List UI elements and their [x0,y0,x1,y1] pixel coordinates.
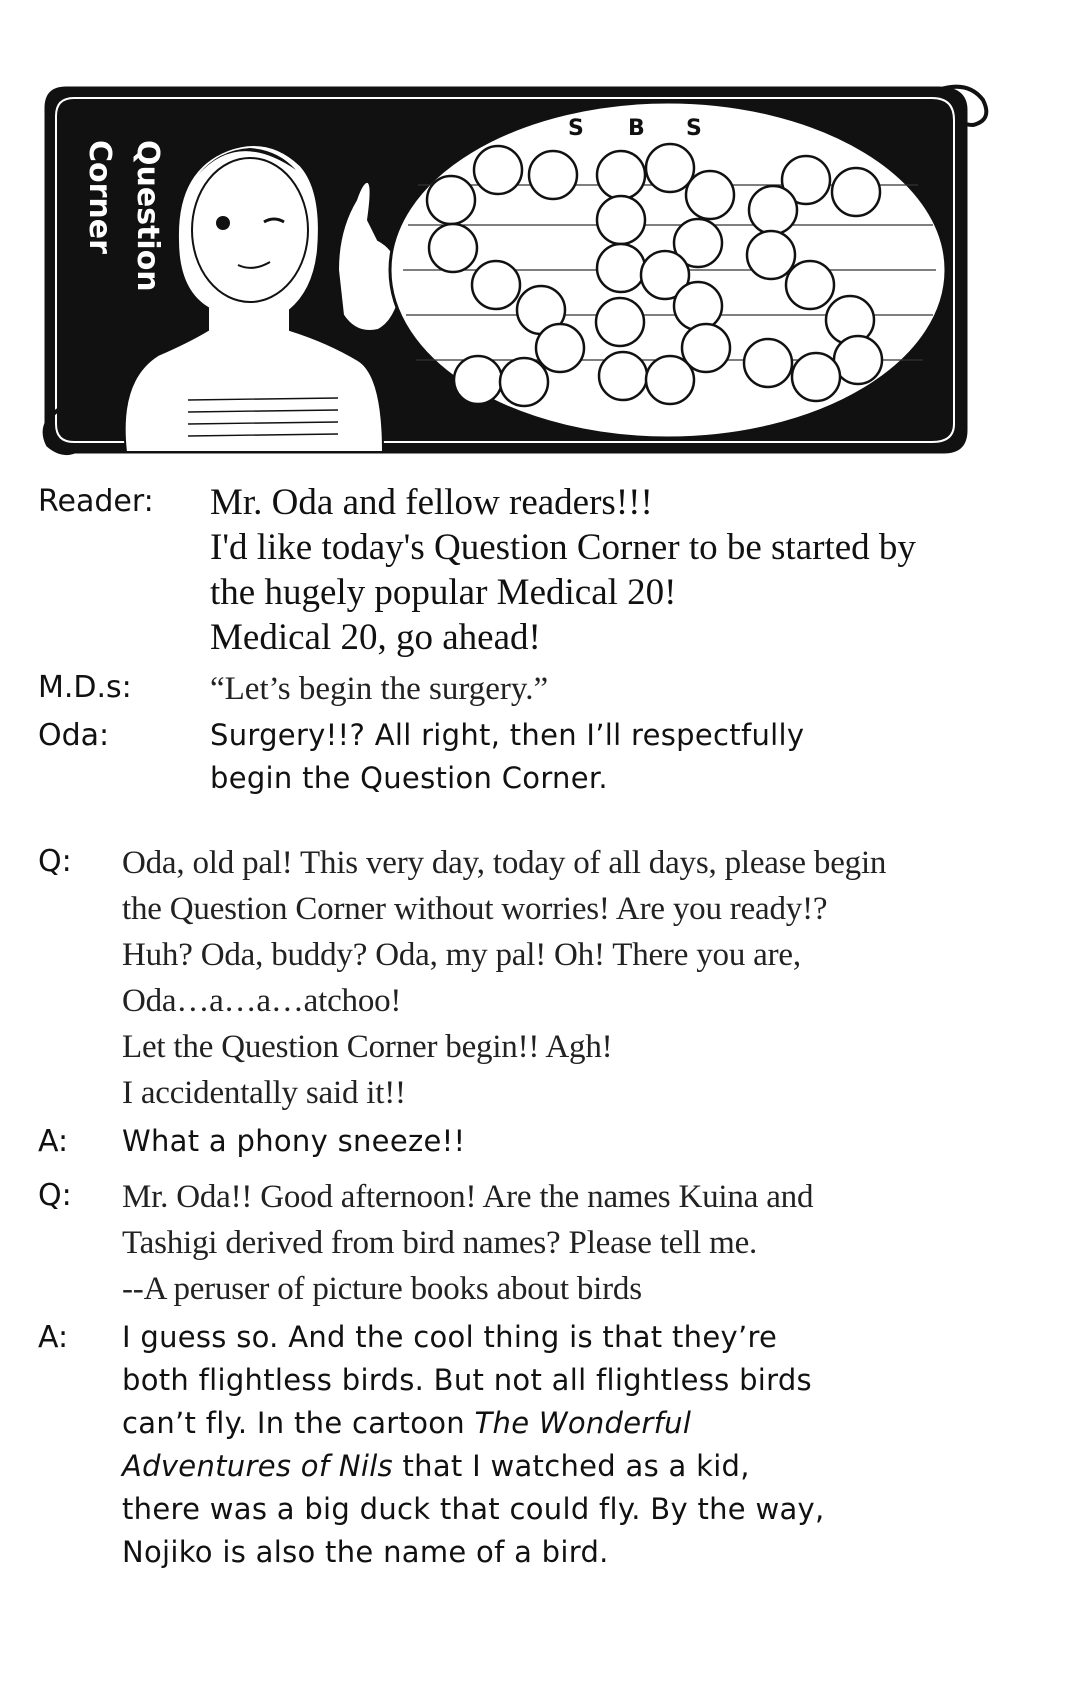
text-line: there was a big duck that could fly. By the way, [122,1492,825,1526]
text-segment: that I watched as a kid, [392,1449,750,1483]
speaker-label: Oda: [38,718,110,753]
text-line: Mr. Oda!! Good afternoon! Are the names Kuina and [122,1179,814,1215]
speaker-label: A: [38,1124,69,1159]
text-line: the hugely popular Medical 20! [210,572,677,613]
qa-dialog [38,480,1018,1574]
text-line: begin the Question Corner. [210,761,608,795]
text-line: I accidentally said it!! [122,1075,406,1111]
text-line: Mr. Oda and fellow readers!!! [210,482,653,523]
text-line: Oda…a…a…atchoo! [122,983,402,1019]
text-line: Surgery!!? All right, then I’ll respectfully [210,718,805,752]
text-line: both flightless birds. But not all flightless birds [122,1363,812,1397]
text-line [122,1402,1018,1445]
sbs-banner [38,80,1028,460]
reader-entry [38,480,1018,660]
speaker-label: Reader: [38,484,154,519]
text-line: What a phony sneeze!! [122,1124,466,1158]
answer-entry [38,1120,1018,1164]
text-line: the Question Corner without worries! Are you ready!? [122,891,828,927]
answer-entry [38,1316,1018,1574]
speaker-label: Q: [38,844,72,879]
text-line: Huh? Oda, buddy? Oda, my pal! Oh! There you are, [122,937,801,973]
text-line [122,1445,1018,1488]
text-line: Medical 20, go ahead! [210,617,541,658]
mds-text [210,666,1018,712]
text-line: Nojiko is also the name of a bird. [122,1535,609,1569]
sbs-logo [390,102,946,438]
text-line: --A peruser of picture books about birds [122,1271,642,1307]
mds-entry [38,666,1018,712]
tangerine-group [427,144,882,406]
reader-text [210,480,1018,660]
logo-letter-b: B [628,116,645,141]
text-line: I guess so. And the cool thing is that they’re [122,1320,778,1354]
text-line: “Let’s begin the surgery.” [210,671,549,707]
cartoon-title: The Wonderful [474,1406,692,1440]
text-segment: can’t fly. In the cartoon [122,1406,475,1440]
answer-text [122,1120,1018,1163]
cartoon-title: Adventures of Nils [122,1449,393,1483]
oda-entry [38,714,1018,800]
answer-text [122,1316,1018,1574]
text-line: Let the Question Corner begin!! Agh! [122,1029,613,1065]
question-text [122,840,1018,1116]
question-entry [38,1174,1018,1312]
banner-illustration [38,80,1028,460]
speaker-label: M.D.s: [38,670,132,705]
text-line: I'd like today's Question Corner to be started by [210,527,916,568]
title-question: Question [130,140,165,292]
speaker-label: A: [38,1320,69,1355]
logo-letter-s2: S [686,116,702,141]
question-text [122,1174,1018,1312]
speaker-label: Q: [38,1178,72,1213]
text-line: Oda, old pal! This very day, today of all days, please begin [122,845,887,881]
question-entry [38,840,1018,1116]
logo-letter-s1: S [568,116,584,141]
text-line: Tashigi derived from bird names? Please tell me. [122,1225,758,1261]
oda-text [210,714,1018,800]
title-corner: Corner [82,140,117,254]
